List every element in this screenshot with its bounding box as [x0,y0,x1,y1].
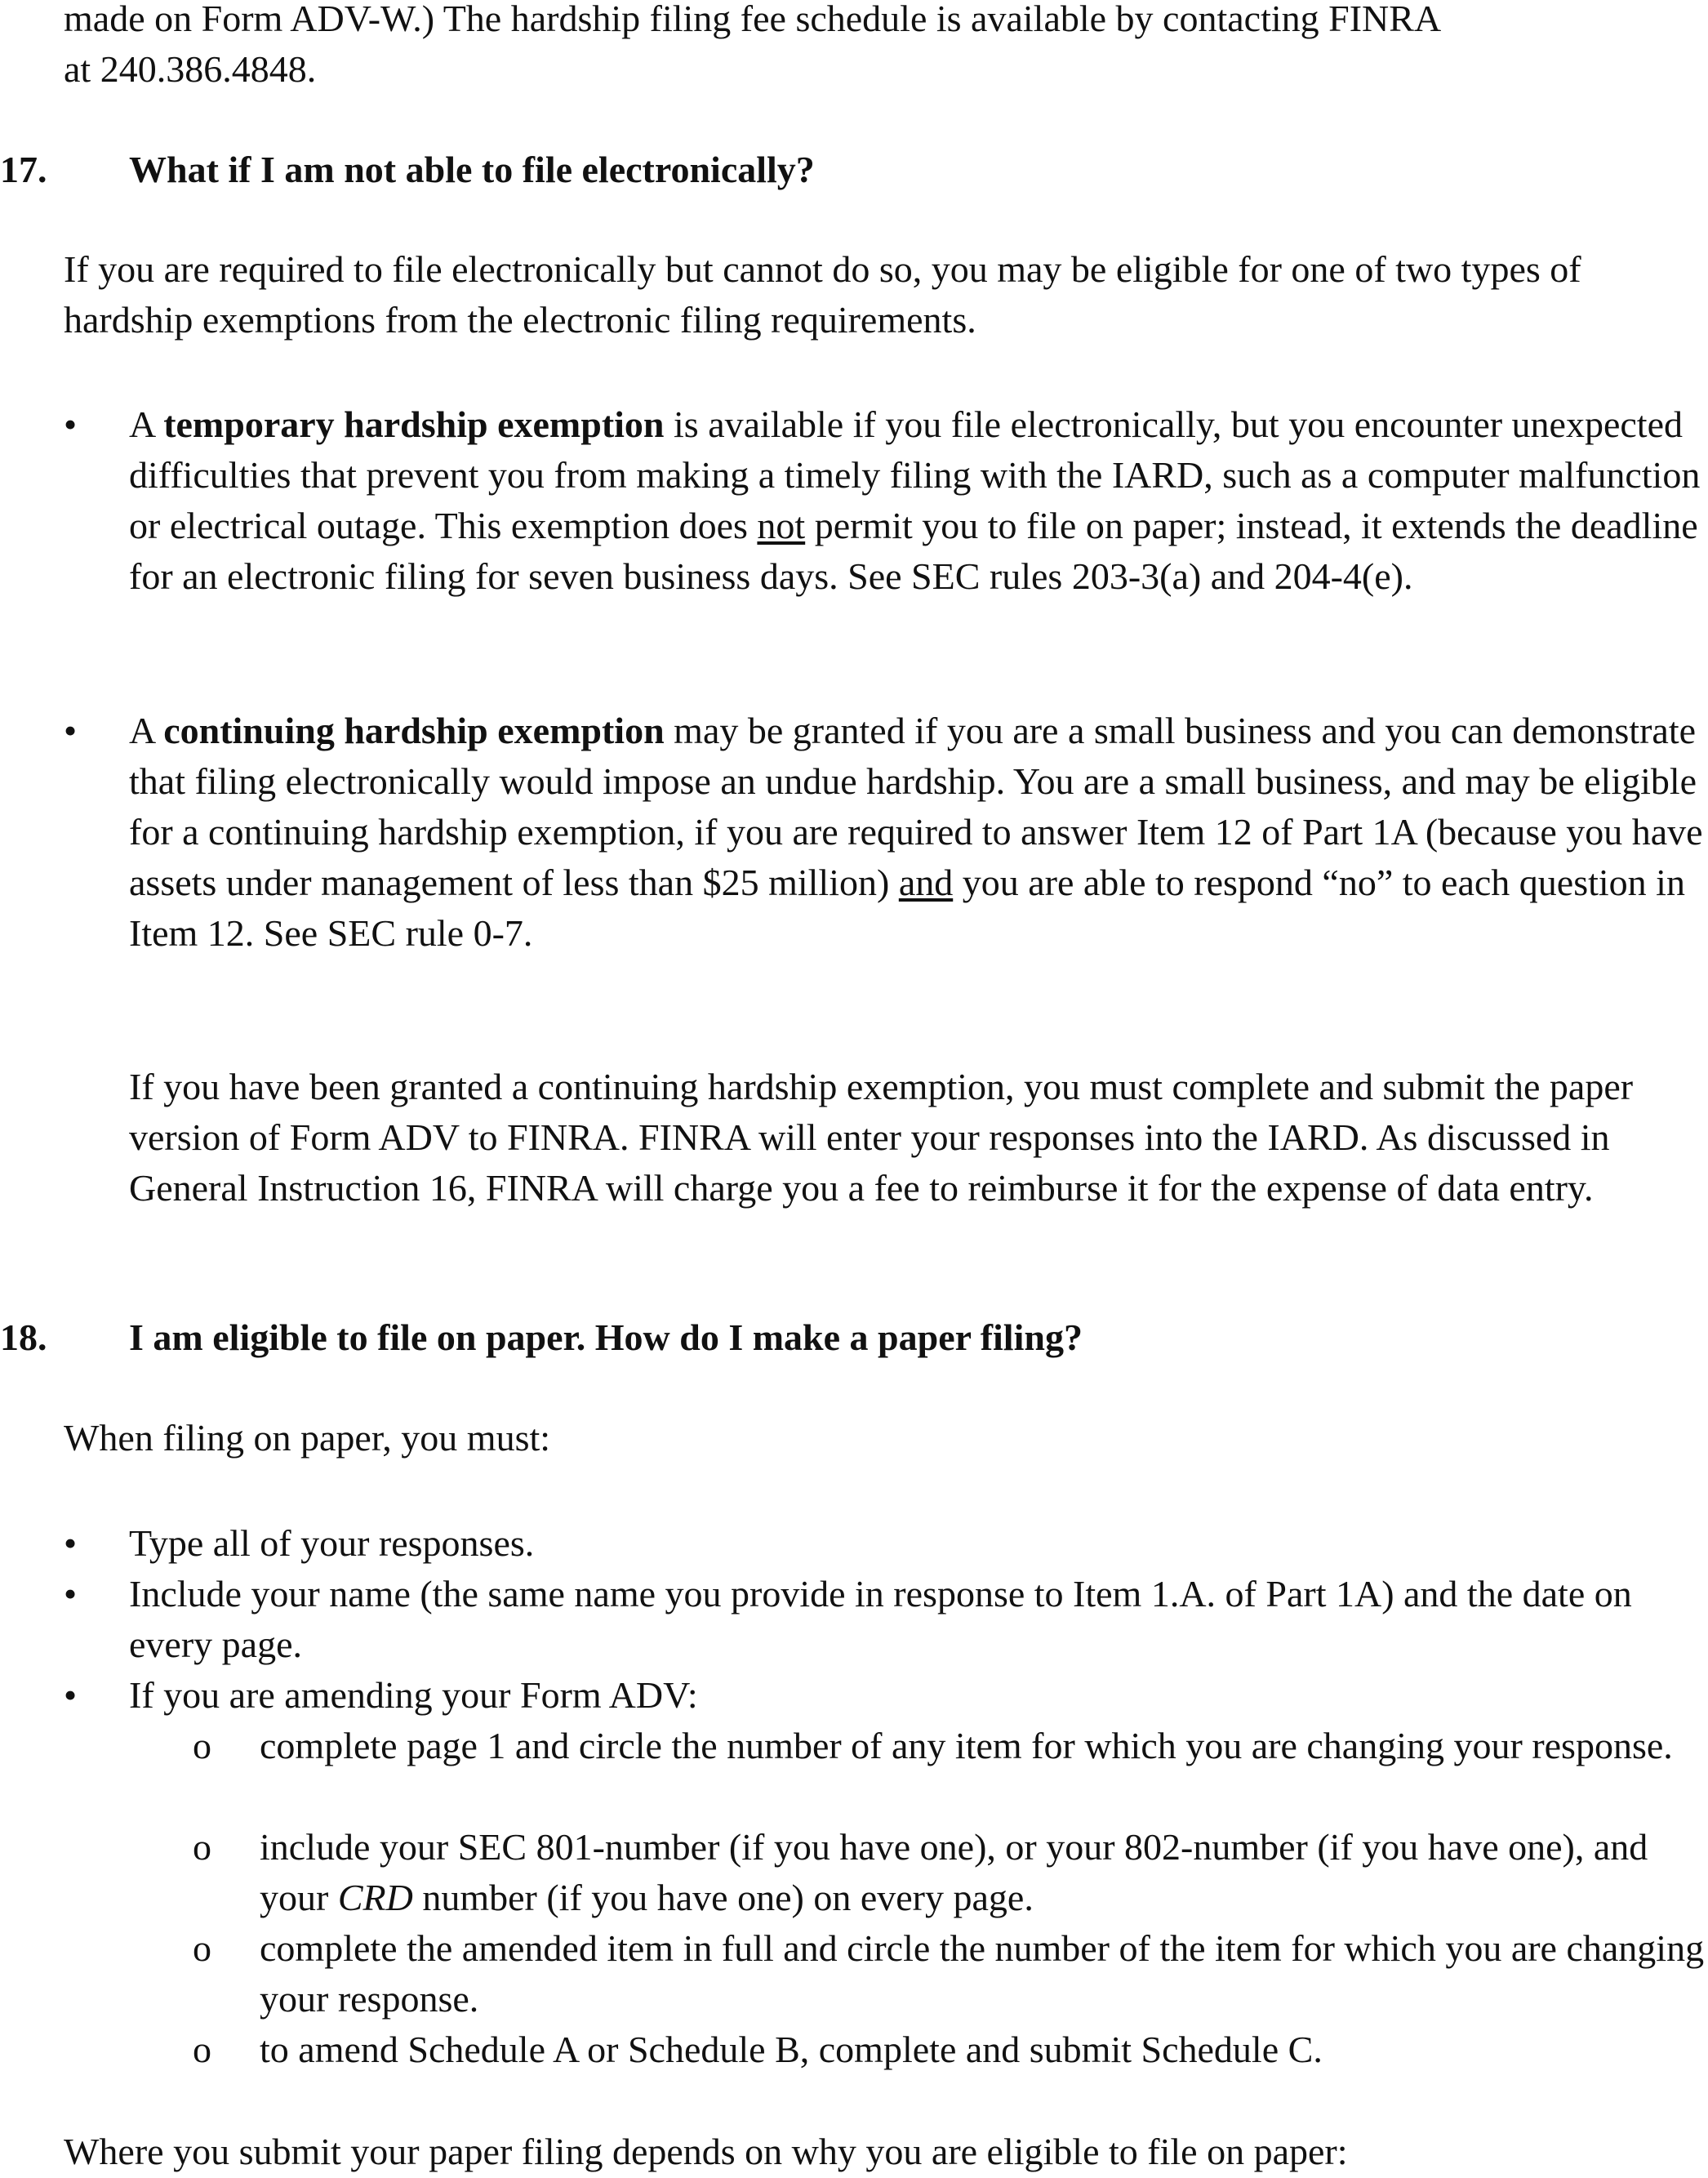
question-17-text: What if I am not able to file electronically? [129,149,815,190]
bullet-mark: • [64,710,78,751]
continuing-hardship-term: continuing hardship exemption [163,710,665,751]
continuing-hardship-followup: If you have been granted a continuing hardship exemption, you must complete and submit the paper version of Form ADV to FINRA. FINRA will enter your responses into the IARD. As discussed in General Instruction 16, FINRA will charge you a fee to reimburse it for the expense of data entry. [129,1066,1634,1209]
question-18-number: 18. [0,1316,47,1358]
amend-item: o complete the amended item in full and circle the number of the item for which you are changing your response. [193,1927,1705,2020]
bullet-mark: • [64,403,78,445]
intro-line-2: at 240.386.4848. [64,48,317,90]
question-18-heading [0,1312,1698,1363]
intro-line-1: made on Form ADV-W.) The hardship filing fee schedule is available by contacting FINRA [64,0,1442,39]
question-17-number: 17. [0,149,47,190]
amend-item: o include your SEC 801-number (if you have one), or your 802-number (if you have one), and your CRD number (if you have one) on every page. [193,1826,1648,1918]
question-18-intro: When filing on paper, you must: [64,1417,551,1459]
closing-paragraph: Where you submit your paper filing depends on why you are eligible to file on paper: [64,2131,1348,2172]
temporary-hardship-text: A temporary hardship exemption is available if you file electronically, but you encounter unexpected difficulties that prevent you from making a timely filing with the IARD, such as a computer malfunction or electrical outage. This exemption does not permit you to file on paper; instead, it extends the deadline for an electronic filing for seven business days. See SEC rules 203-3(a) and 204-4(e). [129,403,1701,597]
intro-paragraph [64,0,1705,95]
continuing-hardship-bullet [64,706,1708,959]
amend-item: o to amend Schedule A or Schedule B, complete and submit Schedule C. [193,2029,1323,2070]
question-17-heading [0,145,1698,195]
emphasis-not: not [757,505,806,546]
paper-filing-item: • Type all of your responses. [64,1522,535,1564]
temporary-hardship-term: temporary hardship exemption [163,403,665,445]
crd-term: CRD [337,1877,413,1918]
paper-filing-item: • Include your name (the same name you provide in response to Item 1.A. of Part 1A) and the date on every page. [64,1573,1632,1665]
emphasis-and: and [898,862,954,903]
continuing-hardship-text: A continuing hardship exemption may be granted if you are a small business and you can demonstrate that filing electronically would impose an undue hardship. You are a small business, and may be eligible for a continuing hardship exemption, if you are required to answer Item 12 of Part 1A (because you have assets under management of less than $25 million) and you are able to respond “no” to each question in Item 12. See SEC rule 0-7. [129,710,1703,954]
paper-filing-item: • If you are amending your Form ADV: [64,1674,698,1716]
temporary-hardship-bullet [64,399,1708,602]
question-18-text: I am eligible to file on paper. How do I make a paper filing? [129,1316,1083,1358]
amend-item: o complete page 1 and circle the number of any item for which you are changing your response. [193,1725,1673,1766]
question-17-intro: If you are required to file electronically but cannot do so, you may be eligible for one of two types of hardship exemptions from the electronic filing requirements. [64,248,1581,341]
